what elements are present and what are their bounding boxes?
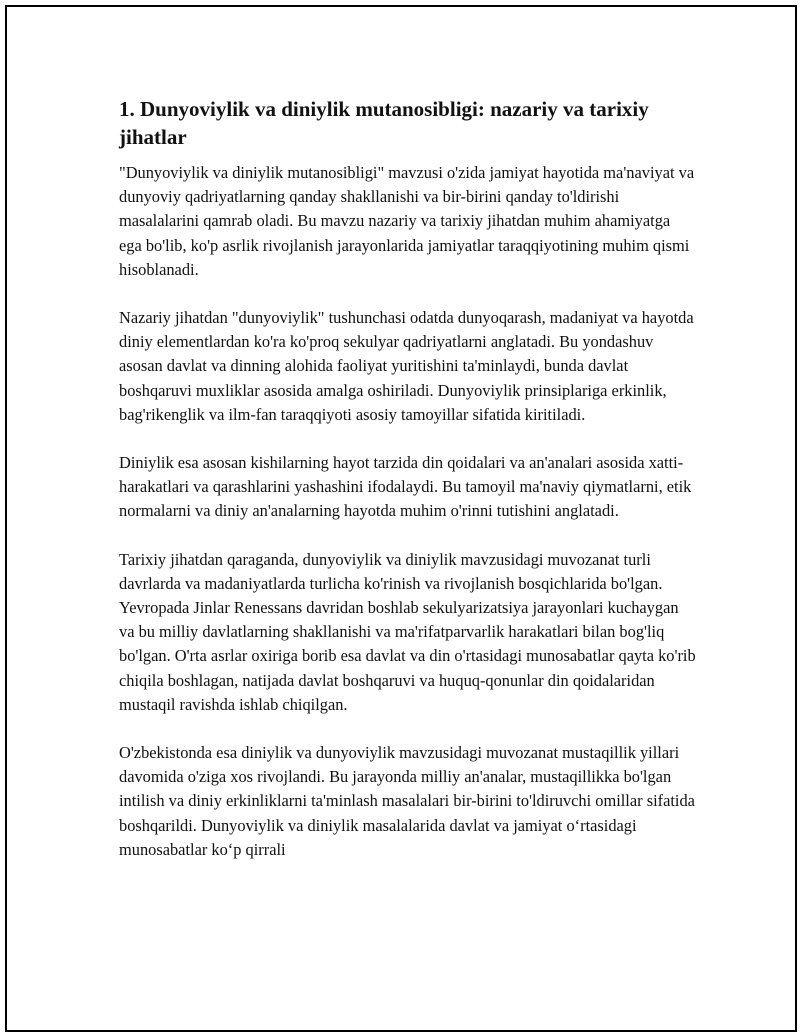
section-heading: 1. Dunyoviylik va diniylik mutanosibligi: nazariy va tarixiy jihatlar xyxy=(119,97,649,149)
document-body xyxy=(119,95,697,886)
paragraph-2: Nazariy jihatdan "dunyoviylik" tushunchasi odatda dunyoqarash, madaniyat va hayotda diniy elementlardan ko'ra ko'proq sekulyar qadriyatlarni anglatadi. Bu yondashuv asosan davlat va dinning alohida faoliyat yuritishini ta'minlaydi, bunda davlat boshqaruvi muxliklar asosida amalga oshiriladi. Dunyoviylik prinsiplariga erkinlik, bag'rikenglik va ilm-fan taraqqiyoti asosiy tamoyillar sifatida kiritiladi. xyxy=(119,308,694,424)
paragraph-3: Diniylik esa asosan kishilarning hayot tarzida din qoidalari va an'analari asosida xatti-harakatlari va qarashlarini yashashini ifodalaydi. Bu tamoyil ma'naviy qiymatlarni, etik normalarni va diniy an'analarning hayotda muhim o'rinni tutishini anglatadi. xyxy=(119,453,692,521)
paragraph-4: Tarixiy jihatdan qaraganda, dunyoviylik va diniylik mavzusidagi muvozanat turli davrlarda va madaniyatlarda turlicha ko'rinish va rivojlanish bosqichlarida bo'lgan. Yevropada Jinlar Renessans davridan boshlab sekulyarizatsiya jarayonlari kuchaygan va bu milliy davlatlarning shakllanishi va ma'rifatparvarlik harakatlari bilan bog'liq bo'lgan. O'rta asrlar oxiriga borib esa davlat va din o'rtasidagi munosabatlar qayta ko'rib chiqila boshlagan, natijada davlat boshqaruvi va huquq-qonunlar din qoidalaridan mustaqil ravishda ishlab chiqilgan. xyxy=(119,549,696,714)
paragraph-5: O'zbekistonda esa diniylik va dunyoviylik mavzusidagi muvozanat mustaqillik yillari davomida o'ziga xos rivojlandi. Bu jarayonda milliy an'analar, mustaqillikka bo'lgan intilish va diniy erkinliklarni ta'minlash masalalari bir-birini to'ldiruvchi omillar sifatida boshqarildi. Dunyoviylik va diniylik masalalarida davlat va jamiyat o‘rtasidagi munosabatlar ko‘p qirrali xyxy=(119,743,695,859)
paragraph-1: "Dunyoviylik va diniylik mutanosibligi" mavzusi o'zida jamiyat hayotida ma'naviyat va dunyoviy qadriyatlarning qanday shakllanishi va bir-birini qanday to'ldirishi masalalarini qamrab oladi. Bu mavzu nazariy va tarixiy jihatdan muhim ahamiyatga ega bo'lib, ko'p asrlik rivojlanish jarayonlarida jamiyatlar taraqqiyotining muhim qismi hisoblanadi. xyxy=(119,163,695,279)
document-page xyxy=(5,5,797,1032)
